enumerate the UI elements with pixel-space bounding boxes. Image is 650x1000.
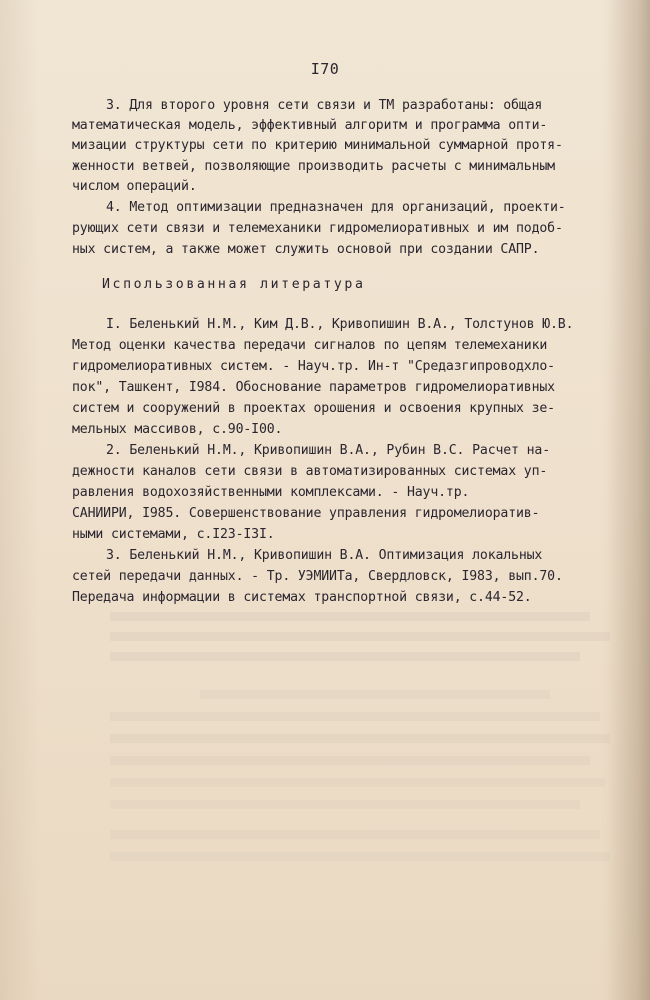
text-line: 3. Для второго уровня сети связи и ТМ разработаны: общая xyxy=(106,98,543,113)
page-number: I70 xyxy=(310,60,340,78)
text-line: дежности каналов сети связи в автоматизированных системах уп- xyxy=(72,464,548,479)
text-line: равления водохозяйственными комплексами. - Науч.тр. xyxy=(72,485,470,500)
text-line: рующих сети связи и телемеханики гидромелиоративных и им подоб- xyxy=(72,221,563,236)
text-line: мельных массивов, с.90-I00. xyxy=(72,422,283,437)
text-line: I. Беленький Н.М., Ким Д.В., Кривопишин В.А., Толстунов Ю.В. xyxy=(106,317,574,332)
text-line: САНИИРИ, I985. Совершенствование управления гидромелиоратив- xyxy=(72,506,540,521)
text-line: числом операций. xyxy=(72,179,197,194)
text-line: 4. Метод оптимизации предназначен для организаций, проекти- xyxy=(106,200,566,215)
text-line: 2. Беленький Н.М., Кривопишин В.А., Рубин В.С. Расчет на- xyxy=(106,443,551,458)
text-line: ными системами, с.I23-I3I. xyxy=(72,527,275,542)
text-line: 3. Беленький Н.М., Кривопишин В.А. Оптимизация локальных xyxy=(106,548,543,563)
text-line: ных систем, а также может служить основой при создании САПР. xyxy=(72,242,540,257)
text-line: женности ветвей, позволяющие производить расчеты с минимальным xyxy=(72,159,555,174)
text-line: пок", Ташкент, I984. Обоснование параметров гидромелиоративных xyxy=(72,380,555,395)
references-heading: Использованная литература xyxy=(102,277,366,292)
text-line: мизации структуры сети по критерию минимальной суммарной протя- xyxy=(72,138,563,153)
page-binding-shadow xyxy=(608,0,650,1000)
text-line: Метод оценки качества передачи сигналов по цепям телемеханики xyxy=(72,338,548,353)
text-line: математическая модель, эффективный алгоритм и программа опти- xyxy=(72,118,548,133)
text-line: Передача информации в системах транспортной связи, с.44-52. xyxy=(72,590,532,605)
text-line: сетей передачи данных. - Тр. УЭМИИТа, Свердловск, I983, вып.70. xyxy=(72,569,563,584)
text-line: гидромелиоративных систем. - Науч.тр. Ин-т "Средазгипроводхло- xyxy=(72,359,555,374)
text-line: систем и сооружений в проектах орошения и освоения крупных зе- xyxy=(72,401,555,416)
